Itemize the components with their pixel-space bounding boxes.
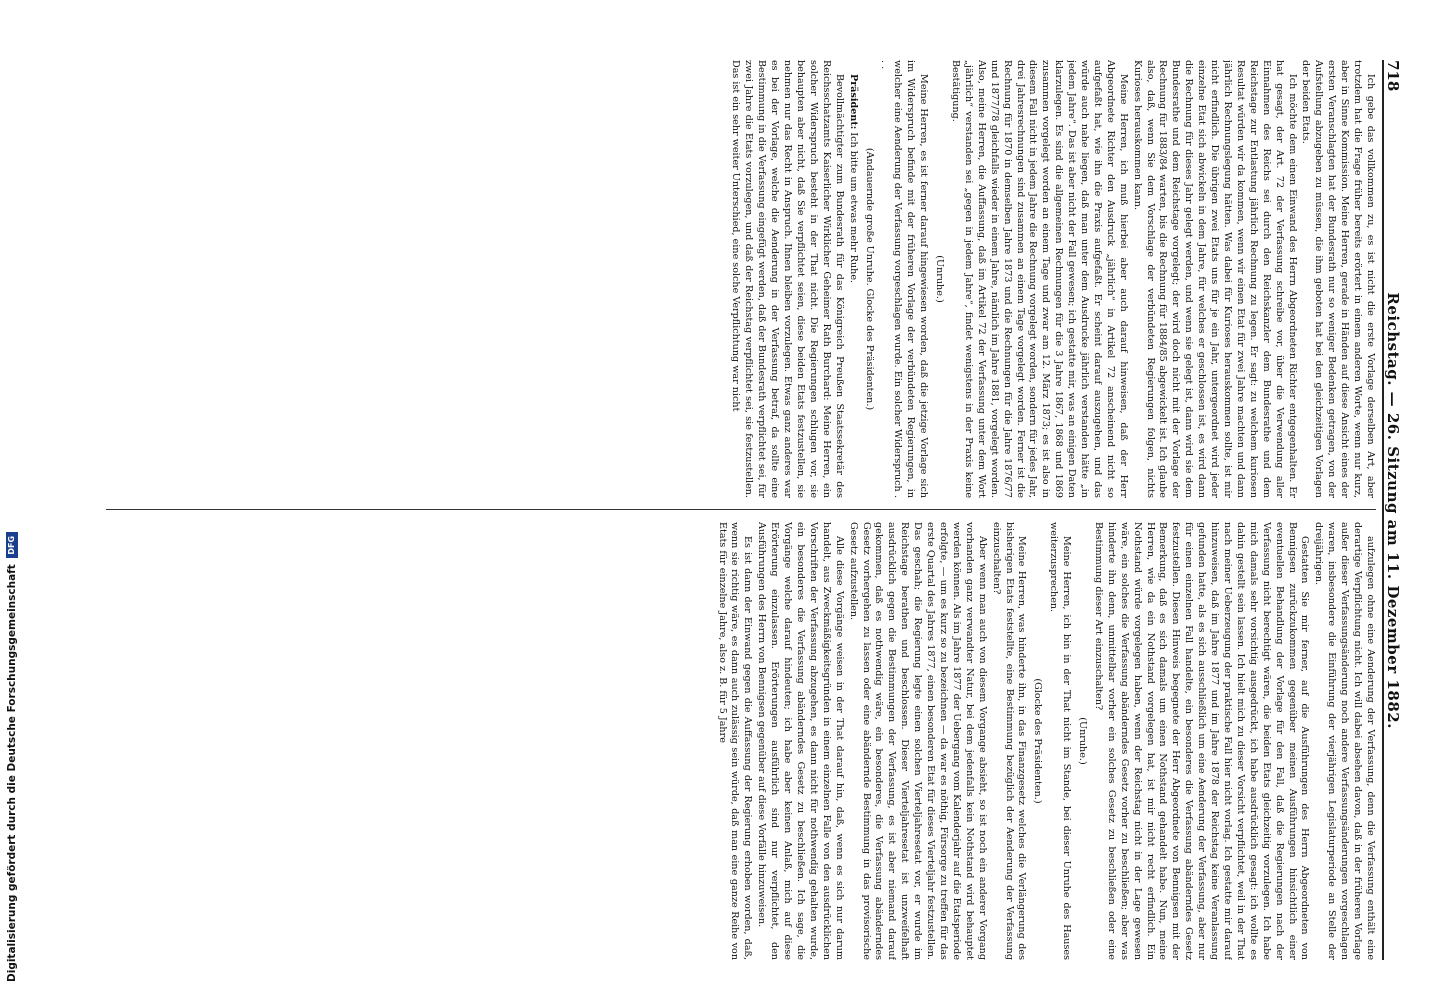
running-header [1382,60,1410,960]
paragraph: Meine Herren, was hinderte ihn, in das Finanzgesetz welches die Verlängerung des bisherigen Etats feststellte, eine Bestimmung bezüglich der Aenderung der Verfassung einzuschalten? [990,522,1028,960]
paragraph: Meine Herren, ich muß hierbei aber auch darauf hinweisen, daß der Herr Abgeordnete Richter den Ausdruck „jährlich“ in Artikel 72 anscheinend nicht so aufgefaßt hat, wie ihn die Praxis aufgefaßt. Er scheint darauf auszugehen, und das würde auch nahe liegen, daß man unter dem Ausdrucke jährlich verstanden hätte „in jedem Jahre“. Das ist aber nicht der Fall gewesen; ich gestatte mir, was an einigen Daten klarzulegen. Es sind die allgemeinen Rechnungen für die 3 Jahre 1867, 1868 und 1869 zusammen vorgelegt worden an einem Tage und zwar am 12. März 1873; es ist also in diesem Fall nicht in jedem Jahre die Rechnung vorgelegt worden, sondern für jedes Jahr, drei Jahresrechnungen sind zusammen an einem Tage vorgelegt worden. Ferner ist die Rechnung für 1870 in demselben Jahre 1873 und die Rechnungen für die Jahre 1876/77 und 1877/78 gleichfalls wieder in einem Jahre, nämlich im Jahre 1881, vorgelegt worden. Also, meine Herren, die Auffassung, daß im Artikel 72 der Verfassung unter dem Wort „jährlich“ verstanden sei „gegen in jedem Jahre“, findet wenigstens in der Praxis keine Bestätigung. [950,60,1129,498]
speech-text: Ich bitte um etwas mehr Ruhe. [847,129,859,284]
speaker-paragraph [846,60,859,498]
speaker-name: Präsident: [847,74,859,130]
credit-text: Digitalisierung gefördert durch die Deutsche Forschungsgemeinschaft [6,564,18,982]
page-title: Reichstag. — 26. Sitzung am 11. Dezember 1882. [1384,292,1402,729]
rotated-page-content [100,60,1410,960]
right-column [106,522,1376,960]
digitization-credit [0,0,24,1000]
paragraph: Meine Herren, ich bin in der That nicht im Stande, bei dieser Unruhe des Hauses weiterzusprechen. [1048,522,1073,960]
paragraph: aufzulegen ohne eine Aenderung der Verfassung, denn die Verfassung enthält eine derartige Verpflichtung nicht. Ich will dabei absehen davon, daß in der früheren Vorlage außer dieser Verfassungsänderung noch andere Verfassungsänderungen vorgeschlagen waren, insbesondere die Einführung der vierjährigen Legislaturperiode an Stelle der dreijährigen. [1313,522,1376,960]
column-divider [106,509,1376,510]
paragraph: Es ist dann der Einwand gegen die Auffassung der Regierung erhoben worden, daß, wenn sie richtig wäre, es dann auch zulässig sein würde, daß man eine ganze Reihe von Etats für einzelne Jahre, also z. B. für 5 Jahre [716,522,754,960]
stage-direction: (Unruhe.) [1077,717,1089,765]
paragraph: Ich gebe das vollkommen zu, es ist nicht die erste Vorlage derselben Art, aber trotzdem hat die Frage früher bereits erörtert in einem anderen Worte, wenn nur kurz, aber in Sinne Kommission. Meine Herren, gerade in Händen auf diese Ansicht eines der ersten Veranschlagten hat der Bundesrath nur so weniger Bedenken getragen, von der Aufstellung abzugeben zu müssen, die ihm geboten hat bei den gleichzeitigen Vorlagen der beiden Etats. [1300,60,1376,498]
paragraph: Meine Herren, es ist ferner darauf hingewiesen worden, daß die jetzige Vorlage sich im Widerspruch befinde mit der früheren Vorlage der verbündeten Regierungen, in welcher eine Aenderung der Verfassung vorgeschlagen wurde. Ein solcher Widerspruch . . . [879,60,930,498]
paragraph: Bevollmächtigter zum Bundesrath für das Königreich Preußen Staatssekretär des Reichsschatzamts Kaiserlicher Wirklicher Geheimer Rath Burchard: Meine Herren, ein solcher Widerspruch besteht in der That nicht. Die Regierungen schlugen vor, sie behaupten aber nicht, daß Sie verpflichtet seien, diese beiden Etats festzustellen, sie nehmen nur das Recht in Anspruch. Ihnen bleiben vorzulegen. Etwas ganz anderes war es bei der Vorlage, welche die Aenderung in der Verfassung betraf, da sollte eine Bestimmung in die Verfassung eingefügt werden, daß der Bundesrath verpflichtet sei, für zwei Jahre die Etats vorzulegen, und daß der Reichstag verpflichtet sei, sie festzustellen. Das ist ein sehr weiter Unterschied, eine solche Verpflichtung war nicht [730,60,845,498]
paragraph: Ich möchte dem einen Einwand des Herrn Abgeordneten Richter entgegenhalten. Er hat gesagt, der Art. 72 der Verfassung schreibe vor, über die Verwendung aller Einnahmen des Reichs sei durch den Reichskanzler dem Bundesrathe und dem Reichstage zur Entlastung jährlich Rechnung zu legen. Er sagt: zu welchem kuriosen Resultat würden wir da kommen, wenn wir einen Etat für zwei Jahre machten und dann jährlich Rechnungslegung hätten. Was dabei für Kurioses herauskommen sollte, ist mir nicht erfindlich. Die übrigen zwei Etats uns für je ein Jahr, untergeordnet wird jeder einzelne Etat sich abwickeln in dem Jahre, für welches er geschlossen ist, es wird dann die Rechnung für dieses Jahr gelegt werden, und wenn sie gelegt ist, dann wird sie dem Bundesrathe und dem Reichstage vorgelegt; der wird doch nicht mit der Vorlage der Rechnung für 1883/84 warten, bis die Rechnung für 1884/85 abgewickelt ist. Ich glaube also, daß, wenn Sie dem Vorschlage der verbündeten Regierungen folgen, nichts Kurioses herauskommen kann. [1131,60,1298,498]
stage-direction: (Glocke des Präsidenten.) [1032,678,1044,804]
paragraph: Gestatten Sie mir ferner, auf die Ausführungen des Herrn Abgeordneten von Bennigsen zurückzukommen gegenüber meinen Ausführungen hinsichtlich einer eventuellen Behandlung der Vorlage für den Fall, daß die Regierungen nach der Verfassung nicht berechtigt wären, die beiden Etats gleichzeitig vorzulegen. Ich habe mich damals sehr vorsichtig ausgedrückt, ich habe ausdrücklich gesagt: ich wollte es dahin gestellt sein lassen. Ich hielt mich zu dieser Vorsicht verpflichtet, weil in der That nach meiner Ueberzeugung der praktische Fall hier nicht vorlag. Ich gestatte mir darauf hinzuweisen, daß im Jahre 1877 und im Jahre 1878 der Reichstag keine Veranlassung gefunden hatte, als es sich ausschließlich um eine Aenderung der Verfassung, aber nur für einen einzelnen Fall handelte, ein besonderes die Verfassung abänderndes Gesetz festzustellen. Diesen Hinweis begegnete der Herr Abgeordnete von Bennigsen mit der Bemerkung, daß es sich damals um einen Nothstand gehandelt habe. Nun, meine Herren, wie da ein Nothstand vorgelegen hat, ist mir nicht recht erfindlich. Ein Nothstand würde vorgelegen haben, wenn der Reichstag nicht in der Lage gewesen wäre, ein solches die Verfassung abänderndes Gesetz vorher zu beschließen; aber was hinderte ihn denn, unmittelbar vorher ein solches Gesetz zu beschließen oder eine Bestimmung dieser Art einzuschalten? [1092,522,1311,960]
stage-direction: (Unruhe.) [934,255,946,303]
stage-direction: (Andauernde große Unruhe. Glocke des Präsidenten.) [863,147,875,411]
page-number: 718 [1384,60,1402,92]
dfg-logo: DFG [6,532,18,558]
paragraph: Aber wenn man auch von diesem Vorgange absieht, so ist noch ein anderer Vorgang vorhanden ganz verwandter Natur, bei dem jedenfalls kein Nothstand wird behauptet werden können. Als im Jahre 1877 der Uebergang vom Kalenderjahr auf die Etatsperiode erfolgte, — um es kurz so zu bezeichnen — da war es nöthig, Fürsorge zu treffen für das erste Quartal des Jahres 1877, einen besonderen Etat für dieses Vierteljahr festzustellen. Das geschah; die Regierung legte einen solchen Vierteljahresetat vor, er wurde im Reichstage berathen und beschlossen. Dieser Vierteljahresetat ist unzweifelhaft ausdrücklich gegen die Bestimmungen der Verfassung, es ist aber niemand darauf gekommen, daß es nothwendig wäre, ein besonderes, die Verfassung abänderndes Gesetz vorhergehen zu lassen oder eine abändernde Bestimmung in das provisorische Gesetz aufzustellen. [847,522,988,960]
paragraph: Alle diese Vorgänge weisen in der That darauf hin, daß, wenn es sich nur darum handelt, aus Zweckmäßigkeitsgründen in einem einzelnen Falle von den ausdrücklichen Vorschriften der Verfassung abzugehen, es dann nicht für nothwendig gehalten wurde, ein besonderes die Verfassung abänderndes Gesetz zu beschließen. Ich sage, die Vorgänge welche darauf hindeuten; ich habe aber keinen Anlaß, mich auf diese Erörterung einzulassen. Erörterungen ausführlich sind nur verpflichtet, den Ausführungen des Herrn von Bennigsen gegenüber auf diese Vorfälle hinzuweisen. [756,522,845,960]
left-column [106,60,1376,498]
